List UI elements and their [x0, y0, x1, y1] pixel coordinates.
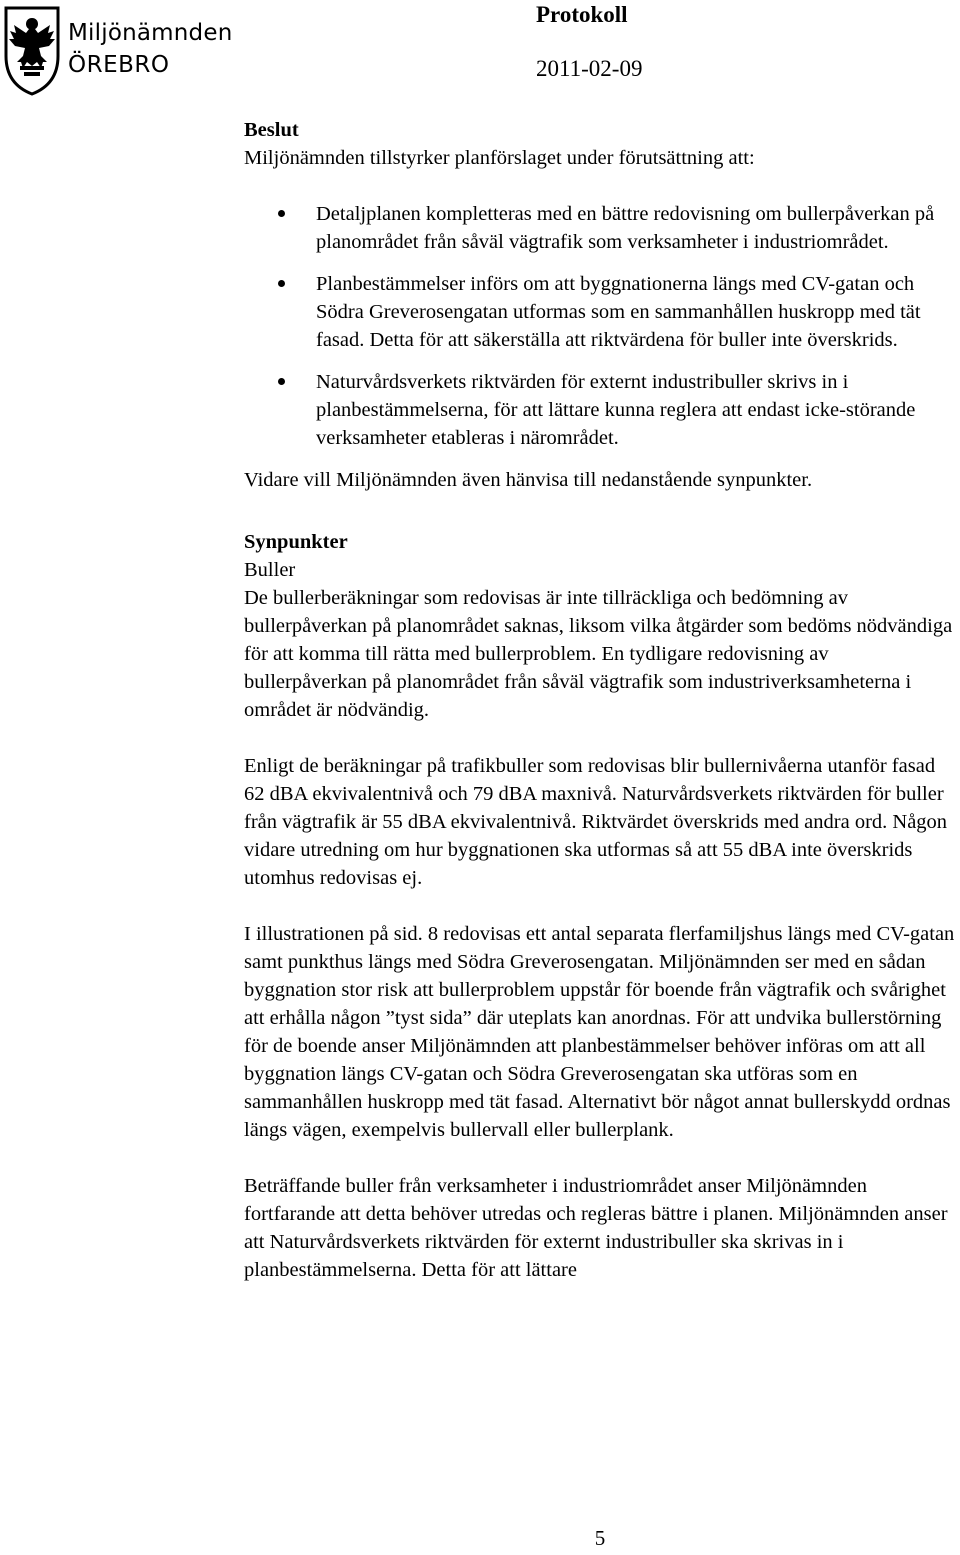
beslut-intro: Miljönämnden tillstyrker planförslaget under förutsättning att: [244, 147, 755, 169]
paragraph: Enligt de beräkningar på trafikbuller som redovisas blir bullernivåerna utanför fasad 62 dBA ekvivalentnivå och 79 dBA maxnivå. Naturvårdsverkets riktvärden för buller från vägtrafik är 55 dBA ekvivalentnivå. Riktvärdet överskrids med andra ord. Någon vidare utredning om hur byggnationen ska utformas så att 55 dBA inte överskrids utomhus redovisas ej. [244, 755, 948, 889]
conditions-list [244, 200, 956, 452]
paragraph: I illustrationen på sid. 8 redovisas ett antal separata flerfamiljshus längs med CV-gatan samt punkthus längs med Södra Greverosengatan. Miljönämnden ser med en sådan byggnation stor risk att bullerproblem uppstår för boende från vägtrafik och svårighet att erhålla någon ”tyst sida” där uteplats kan anordnas. För att undvika bullerstörning för de boende anser Miljönämnden att planbestämmelser behöver införas om att all byggnation längs CV-gatan och Södra Greverosengatan ska utföras som en sammanhållen huskropp med tät fasad. Alternativt bör något annat bullerskydd ordnas längs vägen, exempelvis bullervall eller bullerplank. [244, 923, 955, 1141]
beslut-followup: Vidare vill Miljönämnden även hänvisa till nedanstående synpunkter. [244, 469, 813, 491]
beslut-heading: Beslut [244, 119, 299, 141]
document-date: 2011-02-09 [536, 56, 643, 81]
synpunkter-heading: Synpunkter [244, 531, 348, 553]
organization-city: ÖREBRO [68, 52, 170, 78]
organization-name: Miljönämnden [68, 20, 233, 46]
paragraph: De bullerberäkningar som redovisas är inte tillräckliga och bedömning av bullerpåverkan på planområdet saknas, liksom vilka åtgärder som bedöms nödvändiga för att komma till rätta med bullerproblem. En tydligare redovisning av bullerpåverkan på planområdet från såväl vägtrafik som industriverksamheterna i området är nödvändig. [244, 587, 953, 721]
document-body [244, 116, 956, 1312]
page-number: 5 [594, 1526, 606, 1550]
list-item: Planbestämmelser införs om att byggnationerna längs med CV-gatan och Södra Greverosengatan utformas som en sammanhållen huskropp med tät fasad. Detta för att säkerställa att riktvärdena för buller inte överskrids. [316, 270, 956, 354]
header-logo [0, 0, 240, 100]
paragraph: Beträffande buller från verksamheter i industriområdet anser Miljönämnden fortfarande att detta behöver utredas och regleras bättre i planen. Miljönämnden anser att Naturvårdsverkets riktvärden för externt industribuller ska skrivas in i planbestämmelserna. Detta för att lättare [244, 1175, 948, 1281]
buller-subheading: Buller [244, 559, 296, 581]
list-item: Naturvårdsverkets riktvärden för externt industribuller skrivs in i planbestämmelserna, för att lättare kunna reglera att endast icke-störande verksamheter etableras i närområdet. [316, 368, 956, 452]
list-item: Detaljplanen kompletteras med en bättre redovisning om bullerpåverkan på planområdet från såväl vägtrafik som verksamheter i industriområdet. [316, 200, 956, 256]
eagle-coat-of-arms-icon [2, 4, 62, 96]
document-type: Protokoll [536, 2, 628, 27]
